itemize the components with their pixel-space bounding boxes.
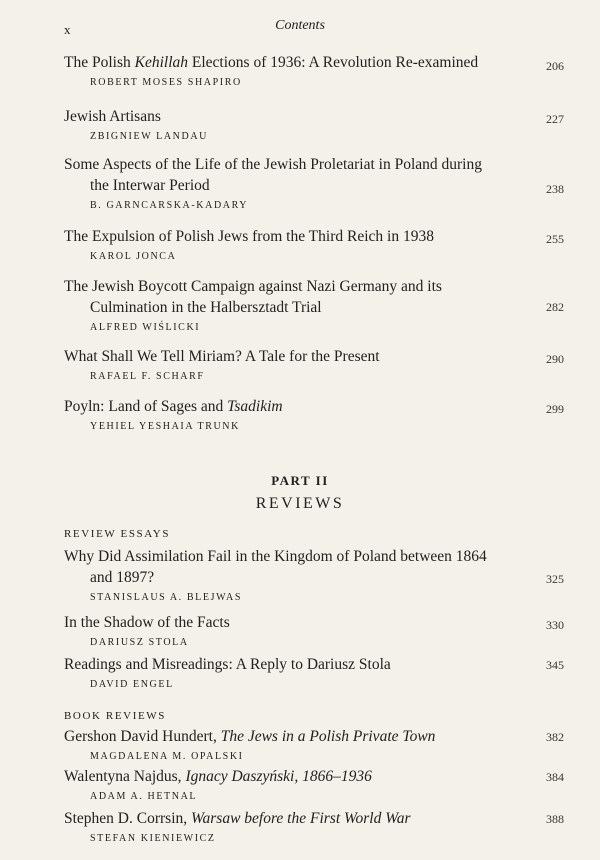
- entry-author: KAROL JONCA: [90, 251, 177, 262]
- page-number: 345: [546, 658, 564, 672]
- entry-title: The Jewish Boycott Campaign against Nazi Germany and its Culmination in the Halbersztadt Trial: [64, 278, 442, 316]
- toc-entry[interactable]: [64, 726, 564, 764]
- entry-title: Readings and Misreadings: A Reply to Dariusz Stola: [64, 656, 391, 673]
- page-header: [0, 16, 600, 40]
- entry-title: Walentyna Najdus, Ignacy Daszyński, 1866–1936: [64, 768, 372, 785]
- toc-entry[interactable]: [64, 106, 564, 144]
- page-number: 282: [546, 300, 564, 314]
- entry-title: Jewish Artisans: [64, 108, 161, 125]
- toc-entry[interactable]: [64, 808, 564, 846]
- review-essays-heading: REVIEW ESSAYS: [64, 528, 171, 540]
- entry-author: DARIUSZ STOLA: [90, 637, 189, 648]
- entry-title: The Polish Kehillah Elections of 1936: A Revolution Re-examined: [64, 54, 479, 71]
- part-title: REVIEWS: [255, 495, 345, 512]
- entry-title: The Expulsion of Polish Jews from the Third Reich in 1938: [64, 228, 434, 245]
- entry-author: YEHIEL YESHAIA TRUNK: [90, 421, 240, 432]
- toc-entry[interactable]: [64, 612, 564, 650]
- toc-entry[interactable]: [64, 276, 564, 335]
- page-number: 227: [546, 112, 564, 126]
- toc-entry[interactable]: [64, 546, 564, 605]
- toc-entry[interactable]: [64, 154, 564, 213]
- entry-author: B. GARNCARSKA-KADARY: [90, 200, 249, 211]
- book-reviews-heading: BOOK REVIEWS: [64, 710, 167, 722]
- entry-author: DAVID ENGEL: [90, 679, 174, 690]
- entry-title: In the Shadow of the Facts: [64, 614, 230, 631]
- page-number: 325: [546, 572, 564, 586]
- toc-entry[interactable]: [64, 52, 564, 90]
- toc-entry[interactable]: [64, 226, 564, 264]
- running-title: Contents: [275, 18, 325, 33]
- entry-author: ZBIGNIEW LANDAU: [90, 131, 208, 142]
- toc-entry[interactable]: [64, 396, 564, 434]
- page-number: 206: [546, 59, 564, 73]
- entry-title: What Shall We Tell Miriam? A Tale for the Present: [64, 348, 380, 365]
- entry-author: ROBERT MOSES SHAPIRO: [90, 77, 242, 88]
- entry-title: Gershon David Hundert, The Jews in a Polish Private Town: [64, 728, 436, 745]
- page-number: 299: [546, 402, 564, 416]
- entry-title: Why Did Assimilation Fail in the Kingdom of Poland between 1864 and 1897?: [64, 548, 487, 586]
- toc-entry[interactable]: [64, 766, 564, 804]
- page-number: 238: [546, 182, 564, 196]
- toc-entry[interactable]: [64, 346, 564, 384]
- entry-author: MAGDALENA M. OPALSKI: [90, 751, 244, 762]
- page-number: 330: [546, 618, 564, 632]
- part-label: PART II: [271, 473, 329, 488]
- entry-title: Poyln: Land of Sages and Tsadikim: [64, 398, 283, 415]
- entry-title: Some Aspects of the Life of the Jewish Proletariat in Poland during the Interwar Period: [64, 156, 482, 194]
- entry-author: ADAM A. HETNAL: [90, 791, 198, 802]
- toc-entry[interactable]: [64, 654, 564, 692]
- entry-title: Stephen D. Corrsin, Warsaw before the First World War: [64, 810, 411, 827]
- page-folio: x: [64, 22, 71, 37]
- entry-author: RAFAEL F. SCHARF: [90, 371, 205, 382]
- entry-author: STEFAN KIENIEWICZ: [90, 833, 216, 844]
- entry-author: ALFRED WIŚLICKI: [90, 322, 201, 333]
- page-number: 384: [546, 770, 564, 784]
- page-number: 255: [546, 232, 564, 246]
- entry-author: STANISLAUS A. BLEJWAS: [90, 592, 242, 603]
- page-number: 388: [546, 812, 564, 826]
- page-number: 290: [546, 352, 564, 366]
- page-number: 382: [546, 730, 564, 744]
